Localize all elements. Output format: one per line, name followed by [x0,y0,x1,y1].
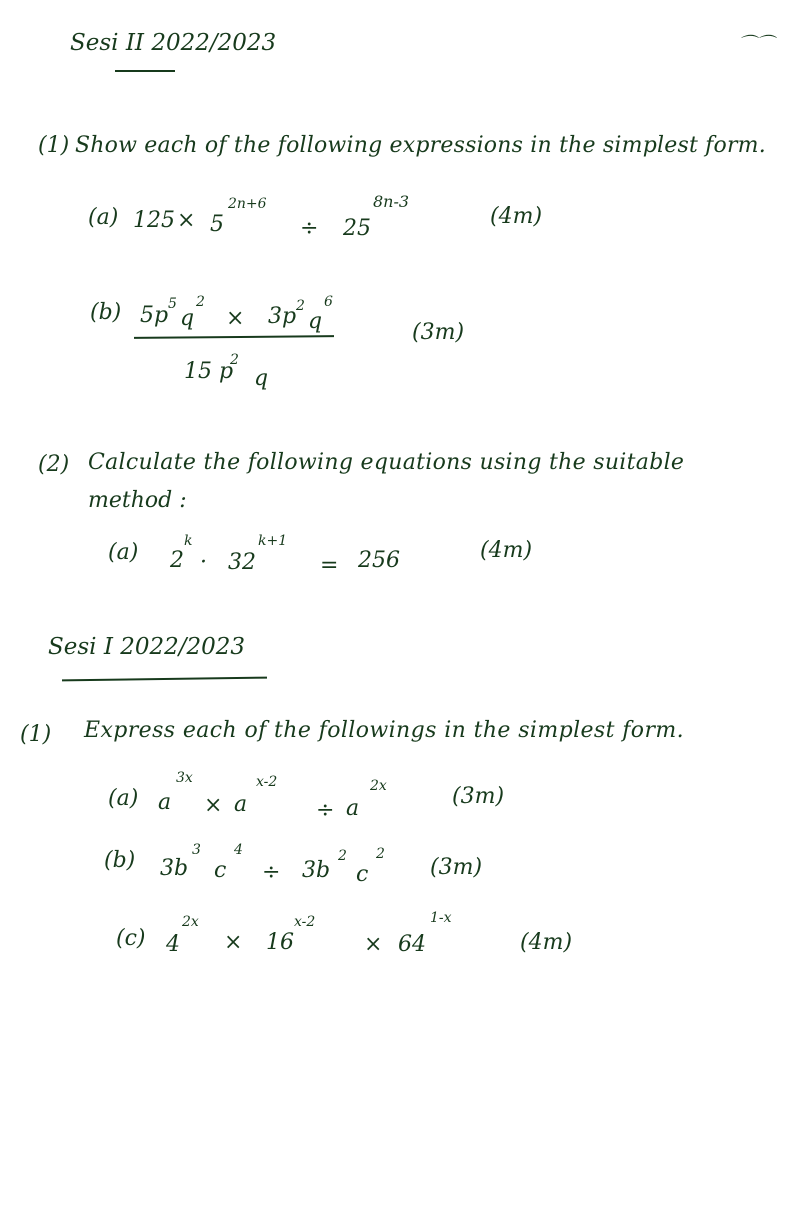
s1-q1a-times: × [177,208,196,233]
s1-q2a-marks: (4m) [480,538,533,563]
s1-q1b-label: (b) [90,300,122,325]
s1-q1-number: (1) [38,133,70,158]
s2-q1a-exp2: x-2 [256,774,278,790]
s2-q1c-marks: (4m) [520,930,573,955]
s1-q1b-num3: 3p [268,304,297,329]
s1-q2-instruction-line2: method : [88,488,187,513]
s1-q1b-num2: q [180,306,195,331]
s1-q1-instruction: Show each of the following expressions in the simplest form. [75,133,766,158]
s1-q1b-num4: q [308,309,323,334]
s1-q2a-base2: 32 [228,550,256,575]
s2-q1a-base2: a [234,792,248,817]
s2-q1a-div: ÷ [316,798,335,823]
s1-q2a-equals: = [320,553,339,578]
s2-q1a-base1: a [158,790,172,815]
s2-q1a-marks: (3m) [452,784,505,809]
s1-q1b-den1-exp: 2 [230,352,239,368]
s1-q1a-div: ÷ [300,216,319,241]
s2-q1a-times: × [204,793,223,818]
s2-q1b-term4: c [356,862,369,887]
s2-q1b-term3: 3b [302,858,331,883]
s1-q1b-den1: 15 p [184,359,234,384]
section2-header-underline [62,677,267,682]
s2-q1b-term2: c [214,858,227,883]
s2-q1b-marks: (3m) [430,855,483,880]
s1-q2a-exp2: k+1 [258,533,288,549]
s2-q1b-term3-exp: 2 [338,848,347,864]
s1-q1a-marks: (4m) [490,204,543,229]
s2-q1b-term4-exp: 2 [376,846,385,862]
s1-q2a-base1: 2 [170,548,184,573]
s1-q1a-base2: 5 [210,212,224,237]
s1-q1a-base3: 25 [343,216,371,241]
s1-q1b-num4-exp: 6 [324,294,333,310]
s1-q2a-dot: · [200,550,207,575]
s2-q1c-times1: × [224,930,243,955]
s2-q1c-exp3: 1-x [430,910,452,926]
s2-q1-instruction: Express each of the followings in the simplest form. [84,718,685,743]
s1-q2-instruction-line1: Calculate the following equations using the suitable [88,450,685,475]
s1-q2-number: (2) [38,452,70,477]
s1-q1a-exp3: 8n-3 [373,192,410,211]
s2-q1c-base1: 4 [166,932,180,957]
s2-q1b-term1-exp: 3 [192,842,201,858]
section1-header-underline [115,70,175,72]
s2-q1b-label: (b) [104,848,136,873]
s2-q1a-exp1: 3x [176,770,193,786]
s2-q1b-div: ÷ [262,860,281,885]
s2-q1c-label: (c) [116,926,146,951]
s2-q1a-base3: a [346,796,360,821]
s1-q2a-label: (a) [108,540,139,565]
s2-q1-number: (1) [20,722,52,747]
section2-header: Sesi I 2022/2023 [48,634,246,660]
s1-q1b-num1: 5p [140,303,169,328]
s1-q1a-exp2: 2n+6 [228,196,267,212]
s2-q1c-base2: 16 [266,930,294,955]
s1-q1b-fraction-bar [134,335,334,339]
s2-q1c-exp2: x-2 [294,914,316,930]
s2-q1a-exp3: 2x [370,778,387,794]
s1-q1a-label: (a) [88,205,119,230]
s1-q1a-base1: 125 [133,208,175,233]
s2-q1c-base3: 64 [398,932,426,957]
s2-q1a-label: (a) [108,786,139,811]
s1-q1b-num3-exp: 2 [296,298,305,314]
s1-q2a-exp1: k [184,533,193,549]
s1-q1b-den2: q [254,366,269,391]
s1-q1b-num1-exp: 5 [168,296,177,312]
s2-q1c-times2: × [364,932,383,957]
s2-q1b-term1: 3b [160,856,189,881]
s1-q1b-marks: (3m) [412,320,465,345]
s2-q1b-term2-exp: 4 [234,842,243,858]
s1-q1b-num2-exp: 2 [196,294,205,310]
s1-q2a-rhs: 256 [358,548,400,573]
s2-q1c-exp1: 2x [182,914,199,930]
section1-header: Sesi II 2022/2023 [70,30,277,56]
s1-q1b-times: × [226,306,245,331]
corner-mark: ⌒⌒ [738,34,774,55]
